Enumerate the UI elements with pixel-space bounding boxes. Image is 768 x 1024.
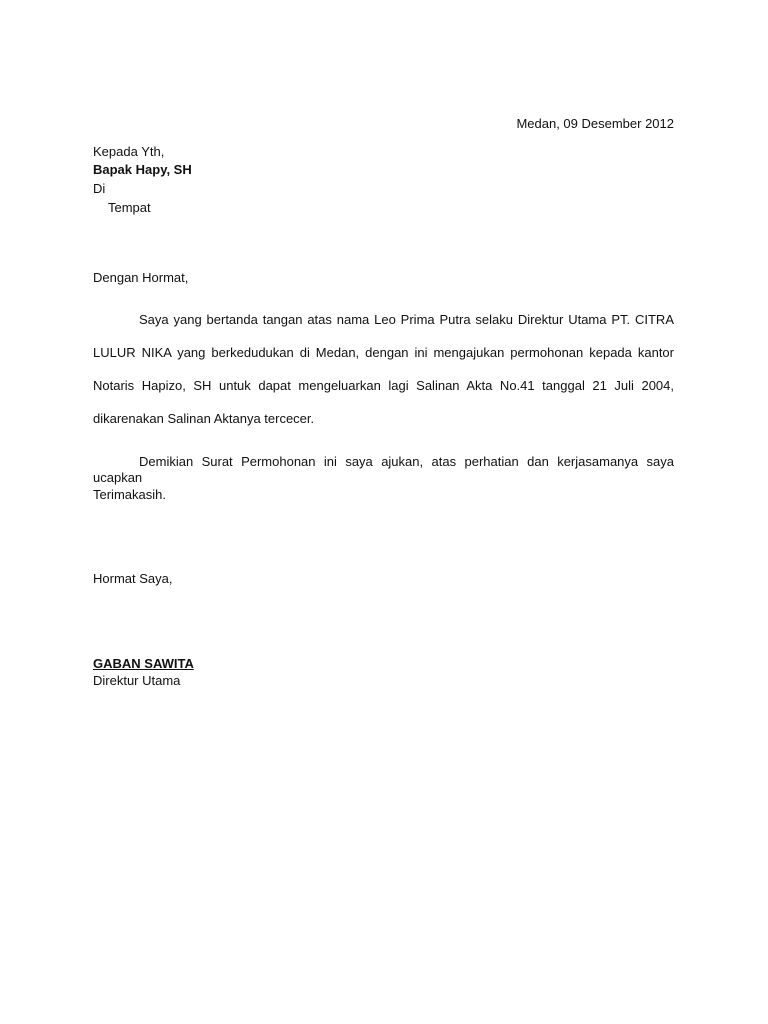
body-paragraph-1-line: Saya yang bertanda tangan atas nama Leo Prima Putra selaku Direktur Utama PT. CITRA [139, 312, 674, 327]
greeting: Dengan Hormat, [93, 270, 189, 285]
closing: Hormat Saya, [93, 571, 173, 586]
body-paragraph-2 [93, 454, 674, 520]
recipient-at: Di [93, 181, 106, 196]
body-paragraph-1 [93, 312, 674, 444]
signer-title: Direktur Utama [93, 673, 181, 688]
body-paragraph-1-line: LULUR NIKA yang berkedudukan di Medan, dengan ini mengajukan permohonan kepada kantor [93, 345, 674, 360]
recipient-place: Tempat [108, 200, 151, 215]
signer-name: GABAN SAWITA [93, 656, 194, 671]
letter-date: Medan, 09 Desember 2012 [516, 116, 674, 131]
body-paragraph-2-line: Terimakasih. [93, 487, 166, 502]
recipient-salutation: Kepada Yth, [93, 144, 165, 159]
recipient-name: Bapak Hapy, SH [93, 162, 192, 177]
body-paragraph-2-line: Demikian Surat Permohonan ini saya ajukan, atas perhatian dan kerjasamanya saya ucapkan [93, 454, 674, 485]
body-paragraph-1-line: dikarenakan Salinan Aktanya tercecer. [93, 411, 315, 426]
body-paragraph-1-line: Notaris Hapizo, SH untuk dapat mengeluarkan lagi Salinan Akta No.41 tanggal 21 Juli 2004, [93, 378, 674, 393]
